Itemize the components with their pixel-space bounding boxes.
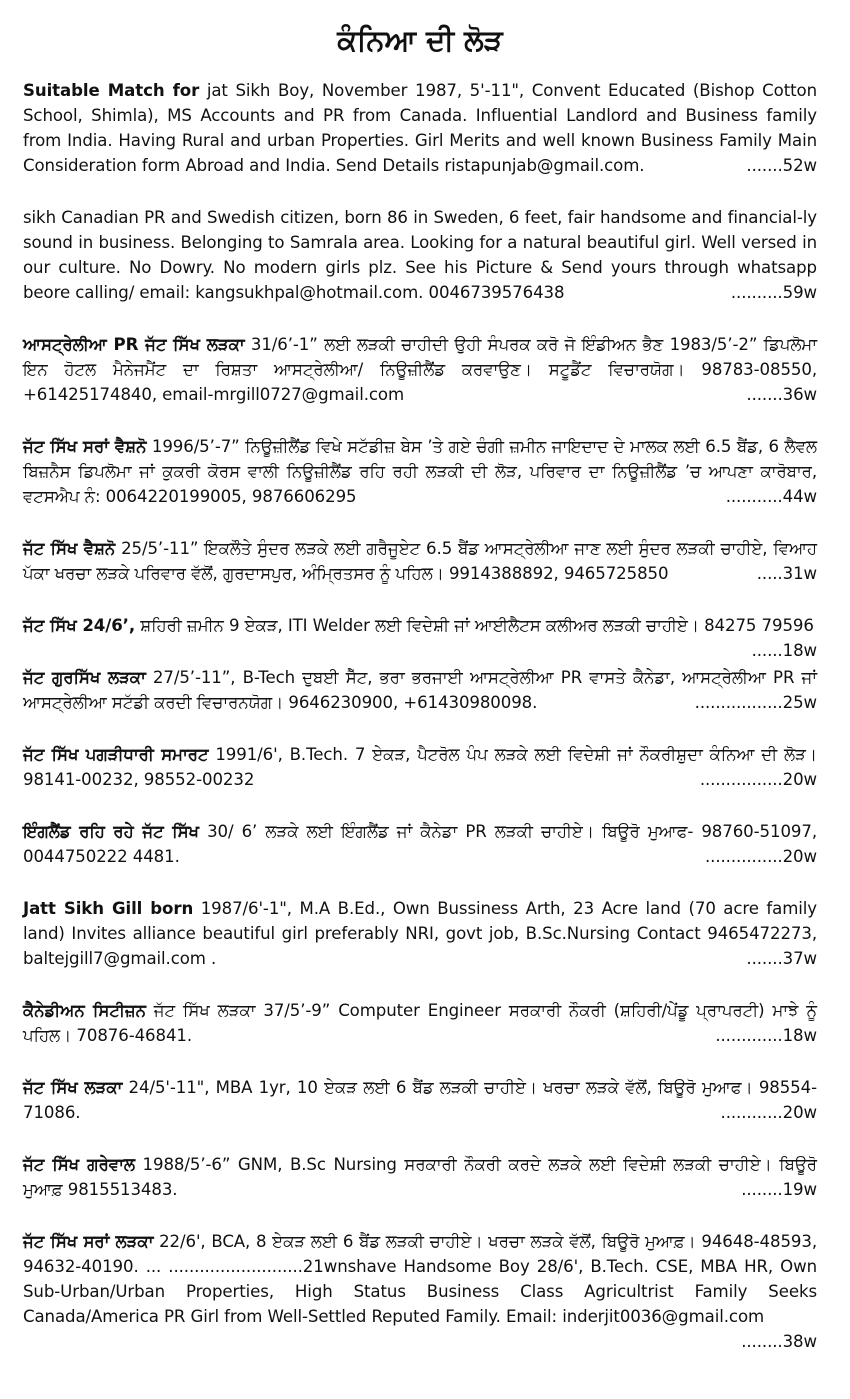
ad-code: ........38w bbox=[741, 1332, 817, 1351]
ad-lead: ਇੰਗਲੈਂਡ ਰਹਿ ਰਹੇ ਜੱਟ ਸਿੱਖ bbox=[23, 822, 199, 841]
ad-lead: Jatt Sikh Gill born bbox=[23, 899, 194, 918]
ads-list bbox=[23, 78, 818, 1351]
ad-code: ...............20w bbox=[704, 847, 817, 866]
ad-lead: ਜੱਟ ਸਿੱਖ ਵੈਸ਼ਨੋ bbox=[23, 539, 116, 558]
classified-ad bbox=[23, 434, 817, 509]
ad-code: ...........44w bbox=[725, 487, 817, 506]
ad-lead: ਜੱਟ ਸਿੱਖ ਗਰੇਵਾਲ bbox=[23, 1155, 135, 1174]
ad-code: .....31w bbox=[756, 564, 817, 583]
ad-text: 31/6’-1” ਲਈ ਲੜਕੀ ਚਾਹੀਦੀ ਉਹੀ ਸੰਪਰਕ ਕਰੋ ਜੋ ਇੰਡੀਅਨ ਭੈਣ 1983/5’-2” ਡਿਪਲੋਮਾ ਇਨ ਹੋਟਲ ਮੈਨੇਜਮੈਂਟ ਦਾ ਰਿਸ਼ਤਾ ਆਸਟ੍ਰੇਲੀਆ/ ਨਿਊਜ਼ੀਲੈਂਡ ਕਰਵਾਉਣ। ਸਟੂਡੈਂਟ ਵਿਚਾਰਯੋਗ। 98783-08550, +61425174840, email-mrgill0727@gmail.com bbox=[23, 335, 817, 404]
ad-lead: ਆਸਟ੍ਰੇਲੀਆ PR ਜੱਟ ਸਿੱਖ ਲੜਕਾ bbox=[23, 335, 245, 354]
ad-text: 27/5’-11”, B-Tech ਦੁਬਈ ਸੈੱਟ, ਭਰਾ ਭਰਜਾਈ ਆਸਟ੍ਰੇਲੀਆ PR ਵਾਸਤੇ ਕੈਨੇਡਾ, ਆਸਟ੍ਰੇਲੀਆ PR ਜਾਂ ਆਸਟ੍ਰੇਲੀਆ ਸਟੱਡੀ ਕਰਦੀ ਵਿਚਾਰਨਯੋਗ। 9646230900, +61430980098. bbox=[23, 668, 817, 712]
ad-code: ................20w bbox=[699, 770, 817, 789]
ad-text: 24/5'-11", MBA 1yr, 10 ਏਕੜ ਲਈ 6 ਬੈਂਡ ਲੜਕੀ ਚਾਹੀਏ। ਖਰਚਾ ਲੜਕੇ ਵੱਲੋਂ, ਬਿਊਰੋ ਮੁਆਫ। 98554-71086. bbox=[23, 1078, 817, 1122]
ad-code: .............18w bbox=[715, 1026, 817, 1045]
classified-ad bbox=[23, 998, 817, 1048]
classified-ad bbox=[23, 536, 817, 586]
ad-code: ..........59w bbox=[730, 283, 817, 302]
ad-lead: Suitable Match for bbox=[23, 81, 200, 100]
ad-code: .......36w bbox=[746, 385, 817, 404]
ad-lead: ਜੱਟ ਸਿੱਖ 24/6’, bbox=[23, 616, 136, 635]
ad-text: 1988/5’-6” GNM, B.Sc Nursing ਸਰਕਾਰੀ ਨੌਕਰੀ ਕਰਦੇ ਲੜਕੇ ਲਈ ਵਿਦੇਸ਼ੀ ਲੜਕੀ ਚਾਹੀਏ। ਬਿਊਰੋ ਮੁਆਫ਼ 9815513483. bbox=[23, 1155, 817, 1199]
classified-ad bbox=[23, 613, 817, 660]
ad-code: ............20w bbox=[720, 1103, 817, 1122]
classified-ad bbox=[23, 665, 817, 715]
classified-ad bbox=[23, 1152, 817, 1202]
ad-text: 30/ 6’ ਲੜਕੇ ਲਈ ਇੰਗਲੈਂਡ ਜਾਂ ਕੈਨੇਡਾ PR ਲੜਕੀ ਚਾਹੀਏ। ਬਿਊਰੋ ਮੁਆਫ- 98760-51097, 0044750222 4481. bbox=[23, 822, 817, 866]
ad-text: ਸ਼ਹਿਰੀ ਜ਼ਮੀਨ 9 ਏਕੜ, ITI Welder ਲਈ ਵਿਦੇਸ਼ੀ ਜਾਂ ਆਈਲੈਟਸ ਕਲੀਅਰ ਲੜਕੀ ਚਾਹੀਏ। 84275 79596 bbox=[135, 616, 814, 635]
classified-ad bbox=[23, 1229, 818, 1351]
ad-lead: ਜੱਟ ਸਿੱਖ ਸਰਾਂ ਲੜਕਾ bbox=[23, 1232, 154, 1251]
ad-code: .......52w bbox=[746, 156, 817, 175]
ad-lead: ਜੱਟ ਸਿੱਖ ਸਰਾਂ ਵੈਸ਼ਨੋ bbox=[23, 437, 147, 456]
classified-ad bbox=[23, 819, 817, 869]
classified-ad bbox=[23, 332, 817, 407]
ad-text: 1996/5’-7” ਨਿਊਜ਼ੀਲੈਂਡ ਵਿਖੇ ਸਟੱਡੀਜ਼ ਬੇਸ ’ਤੇ ਗਏ ਚੰਗੀ ਜ਼ਮੀਨ ਜਾਇਦਾਦ ਦੇ ਮਾਲਕ ਲਈ 6.5 ਬੈਂਡ, 6 ਲੈਵਲ ਬਿਜ਼ਨੈਸ ਡਿਪਲੋਮਾ ਜਾਂ ਕੁਕਰੀ ਕੋਰਸ ਵਾਲੀ ਨਿਊਜ਼ੀਲੈਂਡ ਰਹਿ ਰਹੀ ਲੜਕੀ ਦੀ ਲੋੜ, ਪਰਿਵਾਰ ਦਾ ਨਿਊਜ਼ੀਲੈਂਡ ’ਚ ਆਪਣਾ ਕਾਰੋਬਾਰ, ਵਟਸਐਪ ਨੰ: 0064220199005, 9876606295 bbox=[23, 437, 817, 506]
ad-text: jat Sikh Boy, November 1987, 5'-11", Convent Educated (Bishop Cotton School, Shimla), MS Accounts and PR from Canada. Influential Landlord and Business family from India. Having Rural and urban Properties. Girl Merits and well known Business Family Main Consideration form Abroad and India. Send Details ristapunjab@gmail.com. bbox=[23, 81, 817, 175]
ad-lead: ਕੈਨੇਡੀਅਨ ਸਿਟੀਜ਼ਨ bbox=[23, 1001, 146, 1020]
ad-code: ........19w bbox=[741, 1180, 817, 1199]
ad-code: ......18w bbox=[751, 641, 817, 660]
ad-text: ਜੱਟ ਸਿੱਖ ਲੜਕਾ 37/5’-9” Computer Engineer ਸਰਕਾਰੀ ਨੌਕਰੀ (ਸ਼ਹਿਰੀ/ਪੇਂਡੂ ਪ੍ਰਾਪਰਟੀ) ਮਾਝੇ ਨੂੰ ਪਹਿਲ। 70876-46841. bbox=[23, 1001, 817, 1045]
classified-ad bbox=[23, 78, 817, 178]
ad-text: sikh Canadian PR and Swedish citizen, born 86 in Sweden, 6 feet, fair handsome and financial-ly sound in business. Belonging to Samrala area. Looking for a natural beautiful girl. Well versed in our culture. No Dowry. No modern girls plz. See his Picture & Send yours through whatsapp beore calling/ email: kangsukhpal@hotmail.com. 0046739576438 bbox=[23, 208, 817, 302]
ad-lead: ਜੱਟ ਗੁਰਸਿੱਖ ਲੜਕਾ bbox=[23, 668, 146, 687]
classified-ad bbox=[23, 205, 817, 305]
ad-code: .................25w bbox=[694, 693, 817, 712]
classified-ad bbox=[23, 1075, 817, 1125]
ad-text: 22/6', BCA, 8 ਏਕੜ ਲਈ 6 ਬੈਂਡ ਲੜਕੀ ਚਾਹੀਏ। ਖਰਚਾ ਲੜਕੇ ਵੱਲੋਂ, ਬਿਊਰੋ ਮੁਆਫ਼। 94648-48593, 94632-40190. ... ..........................21wnshave Handsome Boy 28/6', B.Tech. CSE, MBA HR, Own Sub-Urban/Urban Properties, High Status Business Class Agricultrist Family Seeks Canada/America PR Girl from Well-Settled Reputed Family. Email: inderjit0036@gmail.com bbox=[23, 1232, 818, 1326]
ad-lead: ਜੱਟ ਸਿੱਖ ਪਗੜੀਧਾਰੀ ਸਮਾਰਟ bbox=[23, 745, 209, 764]
ad-text: 1991/6', B.Tech. 7 ਏਕੜ, ਪੈਟਰੋਲ ਪੰਪ ਲੜਕੇ ਲਈ ਵਿਦੇਸ਼ੀ ਜਾਂ ਨੌਕਰੀਸ਼ੁਦਾ ਕੰਨਿਆ ਦੀ ਲੋੜ। 98141-00232, 98552-00232 bbox=[23, 745, 817, 789]
ad-text: 1987/6'-1", M.A B.Ed., Own Bussiness Arth, 23 Acre land (70 acre family land) Invites alliance beautiful girl preferably NRI, govt job, B.Sc.Nursing Contact 9465472273, baltejgill7@gmail.com . bbox=[23, 899, 817, 968]
classified-ad bbox=[23, 896, 817, 971]
page-title: ਕੰਨਿਆ ਦੀ ਲੋੜ bbox=[337, 23, 503, 57]
ad-text: 25/5’-11” ਇਕਲੌਤੇ ਸੁੰਦਰ ਲੜਕੇ ਲਈ ਗਰੈਜੂਏਟ 6.5 ਬੈਂਡ ਆਸਟ੍ਰੇਲੀਆ ਜਾਣ ਲਈ ਸੁੰਦਰ ਲੜਕੀ ਚਾਹੀਏ, ਵਿਆਹ ਪੱਕਾ ਖਰਚਾ ਲੜਕੇ ਪਰਿਵਾਰ ਵੱਲੋਂ, ਗੁਰਦਾਸਪੁਰ, ਅੰਮ੍ਰਿਤਸਰ ਨੂੰ ਪਹਿਲ। 9914388892, 9465725850 bbox=[23, 539, 817, 583]
ad-code: .......37w bbox=[746, 949, 817, 968]
ad-lead: ਜੱਟ ਸਿੱਖ ਲੜਕਾ bbox=[23, 1078, 123, 1097]
classified-ad bbox=[23, 742, 817, 792]
